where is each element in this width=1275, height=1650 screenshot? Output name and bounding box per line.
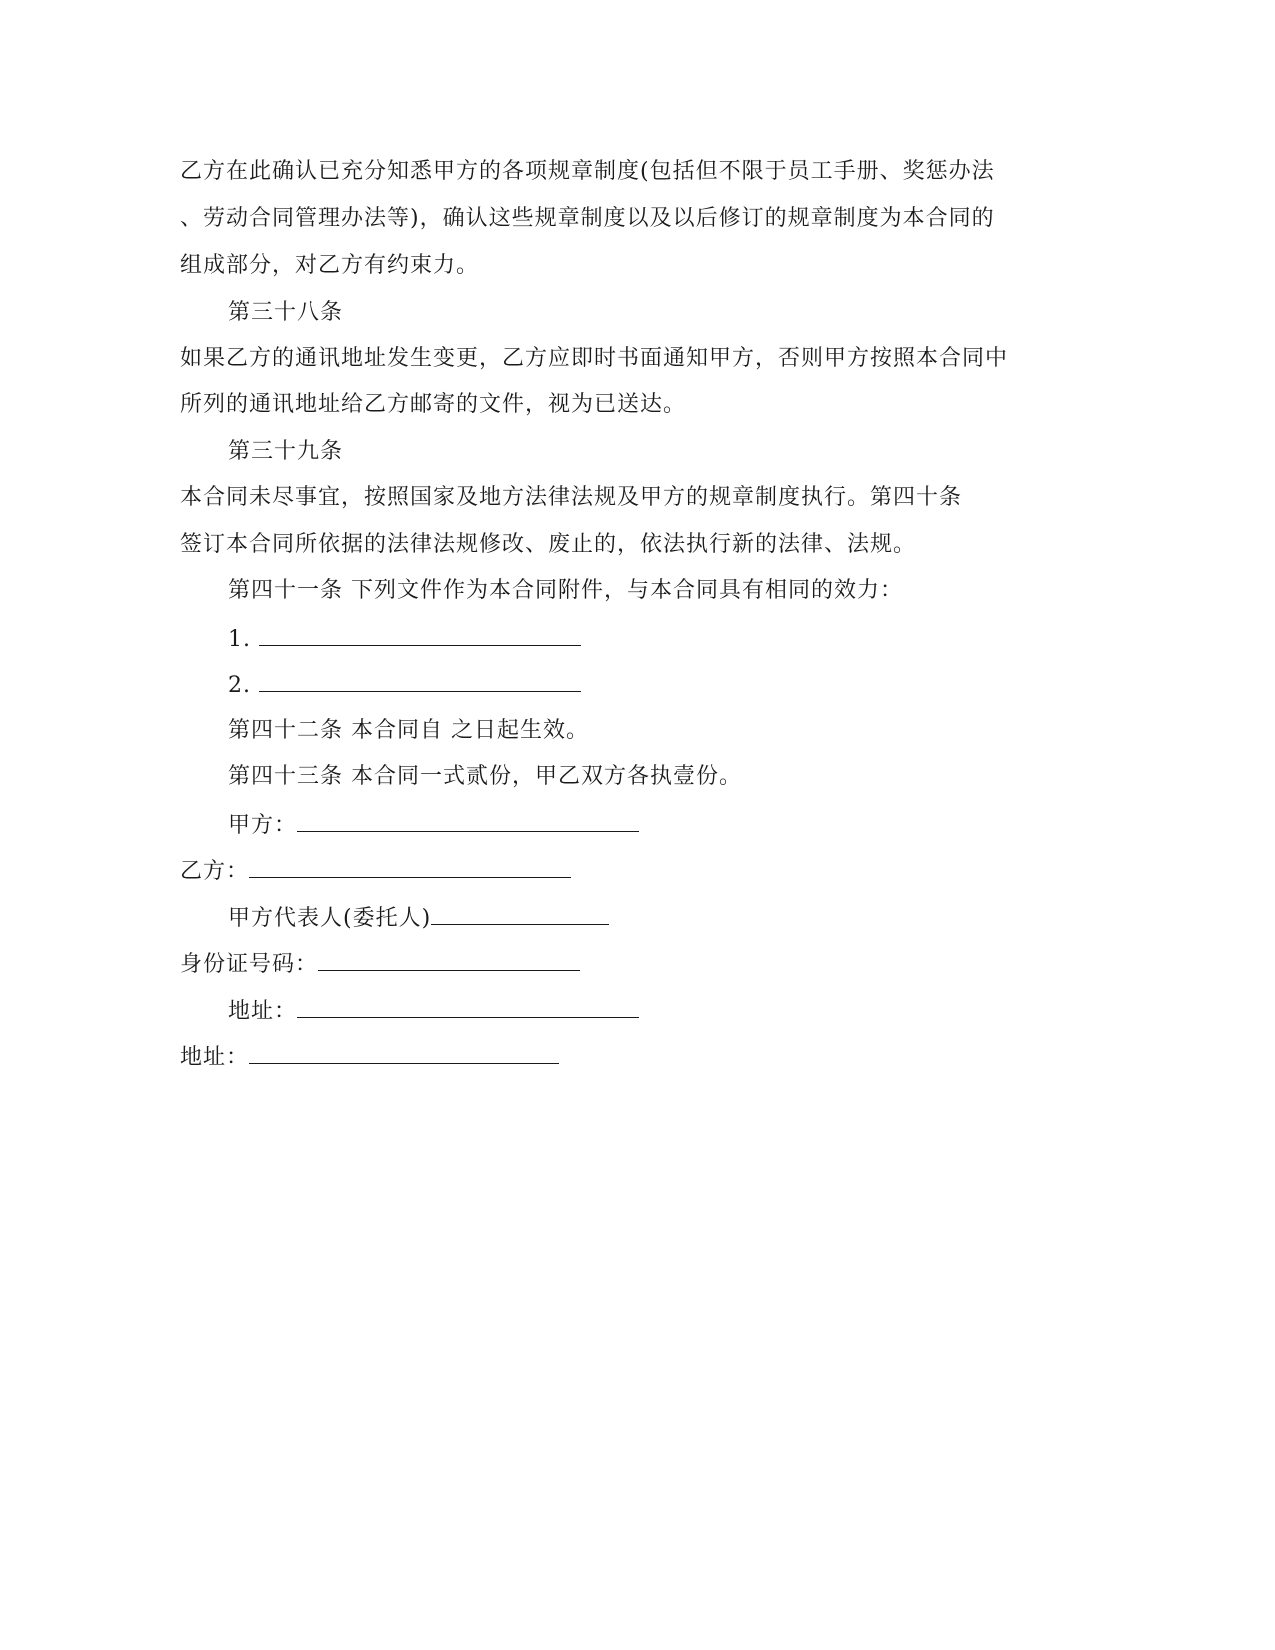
article-42-text: 第四十二条 本合同自 之日起生效。 bbox=[228, 718, 589, 743]
article-41-text: 第四十一条 下列文件作为本合同附件，与本合同具有相同的效力： bbox=[228, 578, 903, 603]
id-number bbox=[180, 948, 580, 980]
party-a-rep-label: 甲方代表人(委托人) bbox=[228, 906, 432, 931]
article-39-heading: 第三十九条 bbox=[228, 439, 344, 464]
party-a-blank[interactable] bbox=[297, 809, 639, 832]
article-39-line-1: 本合同未尽事宜，按照国家及地方法律法规及甲方的规章制度执行。第四十条 bbox=[180, 485, 963, 510]
attachment-item-1-blank[interactable] bbox=[259, 623, 581, 646]
article-38-line-2: 所列的通讯地址给乙方邮寄的文件，视为已送达。 bbox=[180, 392, 687, 417]
party-a-signature bbox=[228, 809, 639, 841]
party-b-address-blank[interactable] bbox=[249, 1041, 559, 1064]
rules-confirmation-line-1: 乙方在此确认已充分知悉甲方的各项规章制度(包括但不限于员工手册、奖惩办法 bbox=[180, 159, 995, 184]
party-b-address bbox=[180, 1041, 559, 1073]
party-a-rep-blank[interactable] bbox=[431, 902, 609, 925]
party-a-address-label: 地址： bbox=[228, 999, 298, 1024]
attachment-item-2-number: 2. bbox=[228, 673, 259, 698]
id-number-blank[interactable] bbox=[318, 948, 580, 971]
id-number-label: 身份证号码： bbox=[180, 952, 319, 977]
party-a-address-blank[interactable] bbox=[297, 995, 639, 1018]
article-40-line: 签订本合同所依据的法律法规修改、废止的，依法执行新的法律、法规。 bbox=[180, 532, 917, 557]
party-b-label: 乙方： bbox=[180, 859, 250, 884]
party-a-representative bbox=[228, 902, 609, 934]
rules-confirmation-line-3: 组成部分，对乙方有约束力。 bbox=[180, 253, 480, 278]
attachment-item-1 bbox=[228, 623, 581, 655]
attachment-item-2-blank[interactable] bbox=[259, 669, 581, 692]
party-b-signature bbox=[180, 855, 571, 887]
party-b-blank[interactable] bbox=[249, 855, 571, 878]
article-43-text: 第四十三条 本合同一式贰份，甲乙双方各执壹份。 bbox=[228, 764, 742, 789]
attachment-item-1-number: 1. bbox=[228, 627, 259, 652]
party-b-address-label: 地址： bbox=[180, 1045, 250, 1070]
article-38-heading: 第三十八条 bbox=[228, 300, 344, 325]
rules-confirmation-line-2: 、劳动合同管理办法等)，确认这些规章制度以及以后修订的规章制度为本合同的 bbox=[180, 206, 995, 231]
party-a-label: 甲方： bbox=[228, 813, 298, 838]
attachment-item-2 bbox=[228, 669, 581, 701]
article-38-line-1: 如果乙方的通讯地址发生变更，乙方应即时书面通知甲方，否则甲方按照本合同中 bbox=[180, 346, 1009, 371]
party-a-address bbox=[228, 995, 639, 1027]
